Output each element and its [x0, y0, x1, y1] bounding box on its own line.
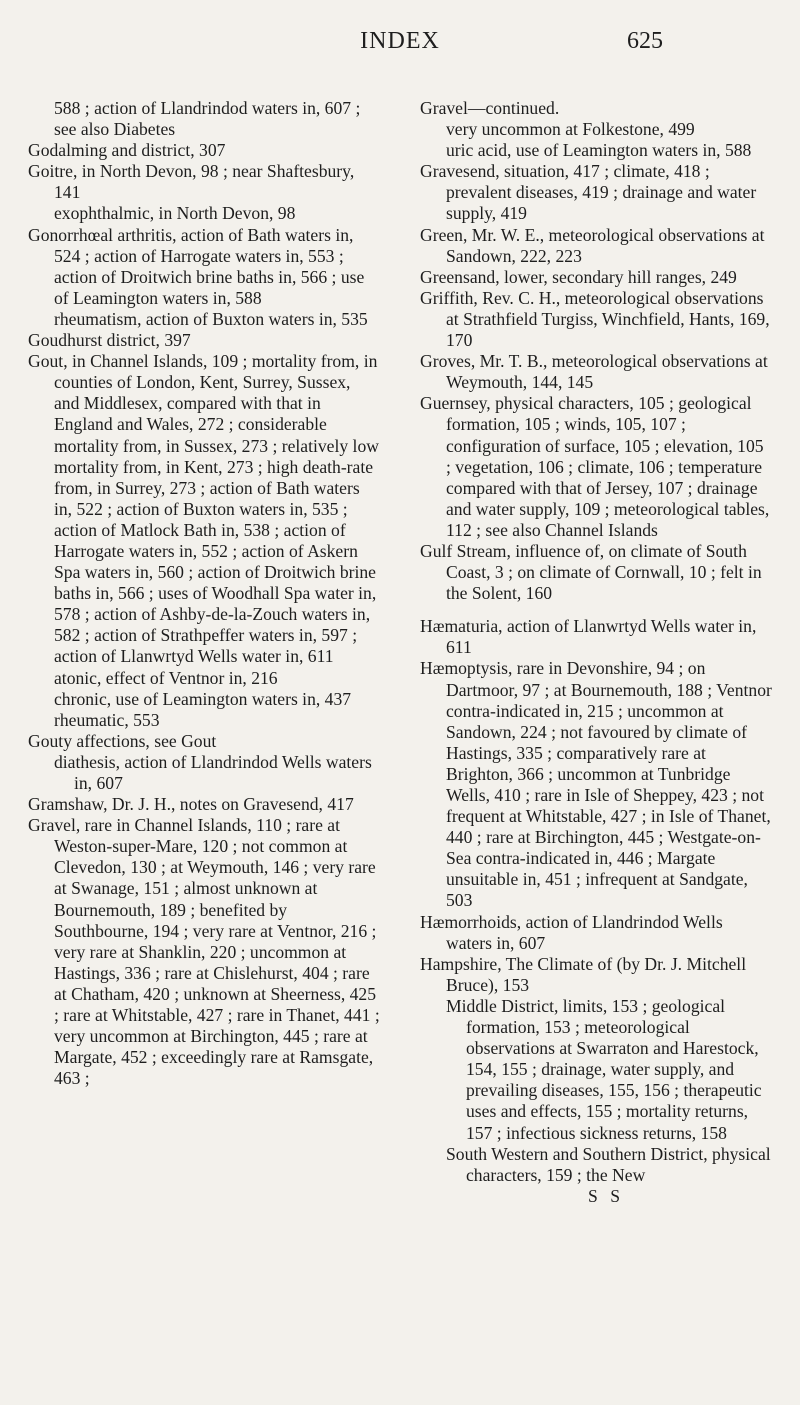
index-entry: Hæmaturia, action of Llanwrtyd Wells water in, 611 — [420, 616, 757, 658]
index-entry: Godalming and district, 307 — [28, 140, 226, 161]
index-entry: Groves, Mr. T. B., meteorological observations at Weymouth, 144, 145 — [420, 351, 768, 393]
index-entry: Griffith, Rev. C. H., meteorological observations at Strathfield Turgiss, Winchfield, Hants, 169, 170 — [420, 287, 770, 351]
index-entry: Gulf Stream, influence of, on climate of South Coast, 3 ; on climate of Cornwall, 10 ; felt in the Solent, 160 — [420, 540, 762, 604]
left-index-column — [28, 98, 380, 1089]
index-subentry: atonic, effect of Ventnor in, 216 — [54, 667, 278, 688]
section-gap — [420, 604, 772, 616]
index-entry: Hæmoptysis, rare in Devonshire, 94 ; on Dartmoor, 97 ; at Bournemouth, 188 ; Ventnor contra-indicated in, 215 ; uncommon at Sandown, 224 ; not favoured by climate of Hastings, 335 ; comparatively rare at Brighton, 366 ; uncommon at Tunbridge Wells, 410 ; rare in Isle of Sheppey, 423 ; not frequent at Whitstable, 427 ; in Isle of Thanet, 440 ; rare at Birchington, 445 ; Westgate-on-Sea contra-indicated in, 446 ; Margate unsuitable in, 451 ; infrequent at Sandgate, 503 — [420, 658, 772, 911]
index-subentry: exophthalmic, in North Devon, 98 — [54, 203, 296, 224]
index-entry: Guernsey, physical characters, 105 ; geological formation, 105 ; winds, 105, 107 ; configuration of surface, 105 ; elevation, 105 ; vegetation, 106 ; climate, 106 ; temperature compared with that of Jersey, 107 ; drainage and water supply, 109 ; meteorological tables, 112 ; see also Channel Islands — [420, 393, 770, 540]
index-subentry: uric acid, use of Leamington waters in, 588 — [446, 140, 752, 161]
page-number: 625 — [627, 28, 663, 54]
signature-mark: S S — [588, 1185, 624, 1206]
index-entry: Hæmorrhoids, action of Llandrindod Wells waters in, 607 — [420, 911, 723, 953]
index-entry: Gout, in Channel Islands, 109 ; mortality from, in counties of London, Kent, Surrey, Sussex, and Middlesex, compared with that in England and Wales, 272 ; considerable mortality from, in Sussex, 273 ; relatively low mortality from, in Kent, 273 ; high death-rate from, in Surrey, 273 ; action of Bath waters in, 522 ; action of Buxton waters in, 535 ; action of Matlock Bath in, 538 ; action of Harrogate waters in, 552 ; action of Askern Spa waters in, 560 ; action of Droitwich brine baths in, 566 ; uses of Woodhall Spa water in, 578 ; action of Ashby-de-la-Zouch waters in, 582 ; action of Strathpeffer waters in, 597 ; action of Llanwrtyd Wells water in, 611 — [28, 351, 379, 667]
index-subentry: South Western and Southern District, physical characters, 159 ; the New — [446, 1143, 771, 1185]
running-head — [0, 28, 800, 58]
right-index-column — [420, 98, 772, 1207]
index-entry: Gravel—continued. — [420, 98, 560, 118]
running-title: INDEX — [360, 28, 440, 54]
index-subentry: rheumatic, 553 — [54, 709, 160, 730]
index-subentry: Middle District, limits, 153 ; geological formation, 153 ; meteorological observations at Swarraton and Harestock, 154, 155 ; drainage, water supply, and prevailing diseases, 155, 156 ; therapeutic uses and effects, 155 ; mortality returns, 157 ; infectious sickness returns, 158 — [446, 995, 762, 1143]
index-entry: Hampshire, The Climate of (by Dr. J. Mitchell Bruce), 153 — [420, 953, 747, 995]
index-entry: Gouty affections, see Gout — [28, 730, 217, 751]
index-subentry: diathesis, action of Llandrindod Wells waters in, 607 — [54, 751, 372, 793]
index-entry: Gonorrhœal arthritis, action of Bath waters in, 524 ; action of Harrogate waters in, 553 ; action of Droitwich brine baths in, 566 ; use of Leamington waters in, 588 — [28, 224, 365, 308]
index-entry: Gravesend, situation, 417 ; climate, 418 ; prevalent diseases, 419 ; drainage and water supply, 419 — [420, 161, 757, 224]
index-subentry: very uncommon at Folkestone, 499 — [446, 119, 695, 140]
index-entry: 588 ; action of Llandrindod waters in, 607 ; see also Diabetes — [54, 98, 361, 140]
index-entry: Gramshaw, Dr. J. H., notes on Gravesend, 417 — [28, 794, 354, 815]
index-subentry: chronic, use of Leamington waters in, 437 — [54, 688, 352, 709]
index-entry: Greensand, lower, secondary hill ranges, 249 — [420, 266, 737, 287]
index-subentry: rheumatism, action of Buxton waters in, 535 — [54, 308, 368, 329]
index-entry: Goudhurst district, 397 — [28, 330, 191, 351]
index-entry: Gravel, rare in Channel Islands, 110 ; rare at Weston-super-Mare, 120 ; not common at Clevedon, 130 ; at Weymouth, 146 ; very rare at Swanage, 151 ; almost unknown at Bournemouth, 189 ; benefited by Southbourne, 194 ; very rare at Ventnor, 216 ; very rare at Shanklin, 220 ; uncommon at Hastings, 336 ; rare at Chislehurst, 404 ; rare at Chatham, 420 ; unknown at Sheerness, 425 ; rare at Whitstable, 427 ; rare in Thanet, 441 ; very uncommon at Birchington, 445 ; rare at Margate, 452 ; exceedingly rare at Ramsgate, 463 ; — [28, 815, 380, 1089]
index-entry: Goitre, in North Devon, 98 ; near Shaftesbury, 141 — [28, 161, 355, 203]
index-entry: Green, Mr. W. E., meteorological observations at Sandown, 222, 223 — [420, 224, 765, 266]
